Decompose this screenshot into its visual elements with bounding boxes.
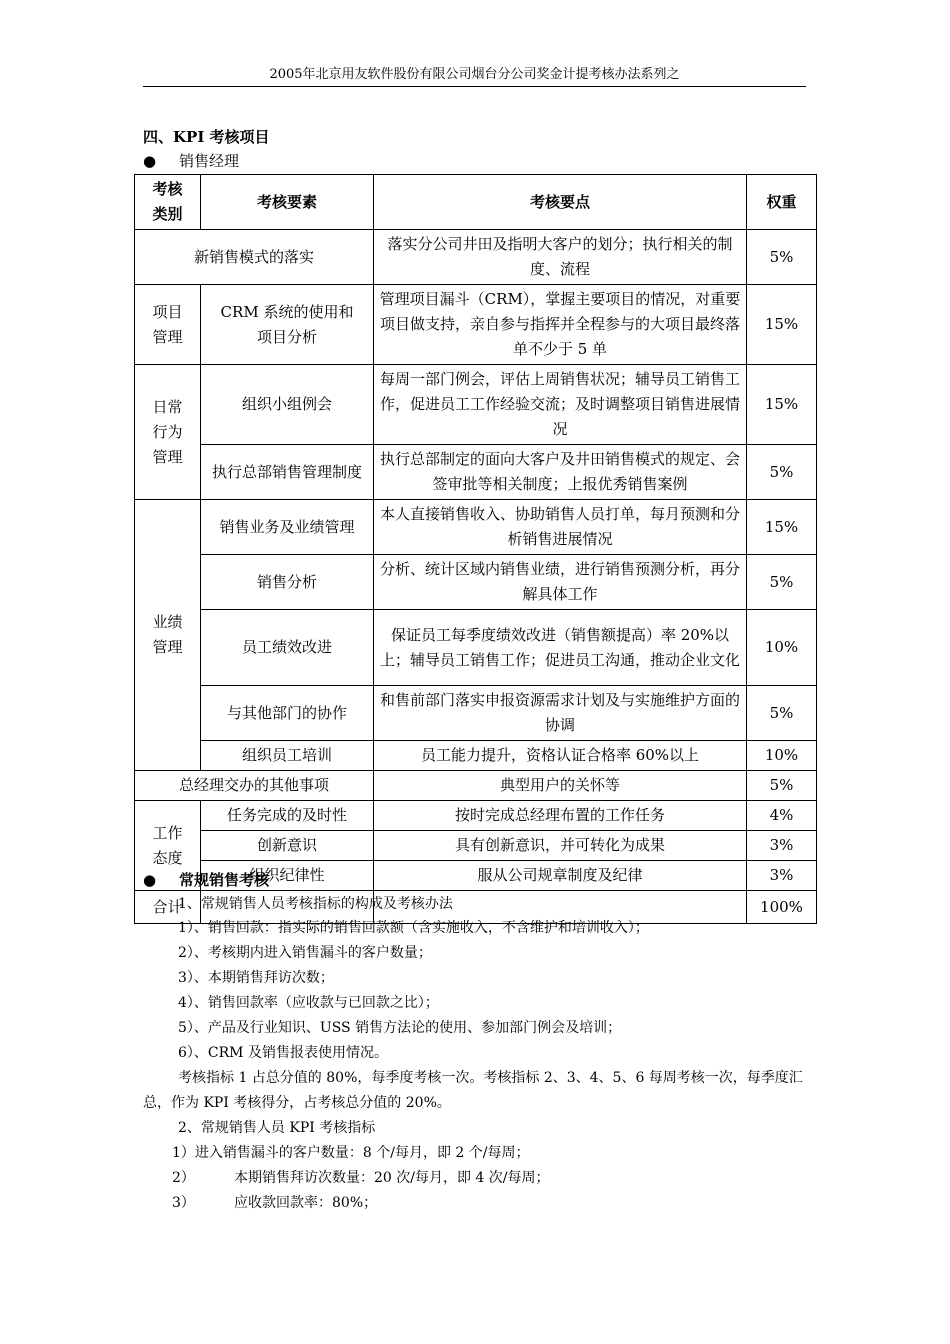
list-item: 3）、本期销售拜访次数； (178, 970, 334, 986)
body-paragraph: 考核指标 1 占总分值的 80%，每季度考核一次。考核指标 2、3、4、5、6 每周考核一次，每季度汇总，作为 KPI 考核得分，占考核总分值的 20%。 (143, 1070, 803, 1111)
element-cell: 任务完成的及时性 (201, 801, 374, 831)
bullet-regular-sales (143, 870, 269, 890)
points-cell: 和售前部门落实申报资源需求计划及与实施维护方面的协调 (374, 686, 747, 741)
page-header: 2005年北京用友软件股份有限公司烟台分公司奖金计提考核办法系列之 (269, 67, 680, 82)
sub-heading-2: 2、常规销售人员 KPI 考核指标 (178, 1120, 376, 1136)
points-cell: 保证员工每季度绩效改进（销售额提高）率 20%以上；辅导员工销售工作；促进员工沟通，推动企业文化 (374, 610, 747, 686)
points-cell: 每周一部门例会，评估上周销售状况；辅导员工销售工作，促进员工工作经验交流；及时调整项目销售进展情况 (374, 365, 747, 445)
list-item: 1）进入销售漏斗的客户数量：8 个/每月，即 2 个/每周； (172, 1145, 530, 1161)
table-row (135, 285, 817, 365)
element-cell: 总经理交办的其他事项 (135, 771, 374, 801)
list-item: 6）、CRM 及销售报表使用情况。 (178, 1045, 388, 1061)
element-cell: 销售业务及业绩管理 (201, 500, 374, 555)
table-row (135, 801, 817, 831)
category-cell: 日常行为管理 (135, 365, 201, 500)
element-cell: 销售分析 (201, 555, 374, 610)
table-row (135, 445, 817, 500)
element-cell: 执行总部销售管理制度 (201, 445, 374, 500)
list-item: 5）、产品及行业知识、USS 销售方法论的使用、参加部门例会及培训； (178, 1020, 622, 1036)
weight-cell: 15% (747, 285, 817, 365)
weight-cell: 15% (747, 500, 817, 555)
header-category: 考核类别 (135, 175, 201, 230)
weight-cell: 5% (747, 445, 817, 500)
table-row (135, 555, 817, 610)
list-number: 3） (172, 1195, 195, 1211)
list-item (172, 1166, 550, 1190)
table-row (135, 831, 817, 861)
table-row (135, 230, 817, 285)
weight-cell: 5% (747, 686, 817, 741)
kpi-table (134, 174, 817, 924)
category-cell: 业绩管理 (135, 500, 201, 771)
table-row (135, 365, 817, 445)
bullet-icon: ● (143, 871, 157, 889)
weight-cell: 15% (747, 365, 817, 445)
header-rule (143, 86, 806, 87)
list-text: 本期销售拜访次数量：20 次/每月，即 4 次/每周； (234, 1170, 550, 1186)
weight-cell: 10% (747, 610, 817, 686)
points-cell: 本人直接销售收入、协助销售人员打单，每月预测和分析销售进展情况 (374, 500, 747, 555)
header-element: 考核要素 (201, 175, 374, 230)
bullet-label: 销售经理 (179, 152, 240, 170)
weight-cell: 5% (747, 230, 817, 285)
points-cell: 分析、统计区域内销售业绩，进行销售预测分析，再分解具体工作 (374, 555, 747, 610)
list-text: 应收款回款率：80%； (234, 1195, 378, 1211)
bullet-sales-manager (143, 151, 239, 171)
table-row (135, 741, 817, 771)
element-cell: 员工绩效改进 (201, 610, 374, 686)
weight-cell: 3% (747, 861, 817, 891)
list-item: 2）、考核期内进入销售漏斗的客户数量； (178, 945, 432, 961)
weight-cell: 4% (747, 801, 817, 831)
table-row (135, 610, 817, 686)
points-cell: 执行总部制定的面向大客户及井田销售模式的规定、会签审批等相关制度；上报优秀销售案例 (374, 445, 747, 500)
points-cell: 典型用户的关怀等 (374, 771, 747, 801)
sub-heading-1: 1、常规销售人员考核指标的构成及考核办法 (178, 896, 453, 912)
category-cell: 工作态度 (135, 801, 201, 891)
points-cell: 管理项目漏斗（CRM），掌握主要项目的情况，对重要项目做支持，亲自参与指挥并全程参与的大项目最终落单不少于 5 单 (374, 285, 747, 365)
bullet-label: 常规销售考核 (179, 871, 270, 889)
section-title: 四、KPI 考核项目 (143, 128, 270, 146)
points-cell: 服从公司规章制度及纪律 (374, 861, 747, 891)
element-cell: 组织员工培训 (201, 741, 374, 771)
points-cell: 员工能力提升，资格认证合格率 60%以上 (374, 741, 747, 771)
element-cell: 新销售模式的落实 (135, 230, 374, 285)
points-cell: 具有创新意识，并可转化为成果 (374, 831, 747, 861)
weight-cell: 5% (747, 771, 817, 801)
list-number: 2） (172, 1170, 195, 1186)
weight-cell: 5% (747, 555, 817, 610)
weight-cell: 3% (747, 831, 817, 861)
header-weight: 权重 (747, 175, 817, 230)
list-item: 4）、销售回款率（应收款与已回款之比）； (178, 995, 439, 1011)
category-cell: 项目管理 (135, 285, 201, 365)
bullet-icon: ● (143, 152, 157, 170)
table-row (135, 500, 817, 555)
element-cell: 组织小组例会 (201, 365, 374, 445)
element-cell: 与其他部门的协作 (201, 686, 374, 741)
points-cell: 落实分公司井田及指明大客户的划分；执行相关的制度、流程 (374, 230, 747, 285)
element-cell: CRM 系统的使用和项目分析 (201, 285, 374, 365)
header-points: 考核要点 (374, 175, 747, 230)
total-weight-cell: 100% (747, 891, 817, 924)
table-row (135, 686, 817, 741)
total-label-cell: 合计 (135, 891, 201, 924)
element-cell: 组织纪律性 (201, 861, 374, 891)
list-item: 1）、销售回款：指实际的销售回款额（含实施收入，不含维护和培训收入）； (178, 920, 649, 936)
weight-cell: 10% (747, 741, 817, 771)
list-item (172, 1191, 377, 1215)
table-header-row (135, 175, 817, 230)
table-row (135, 771, 817, 801)
points-cell: 按时完成总经理布置的工作任务 (374, 801, 747, 831)
element-cell: 创新意识 (201, 831, 374, 861)
